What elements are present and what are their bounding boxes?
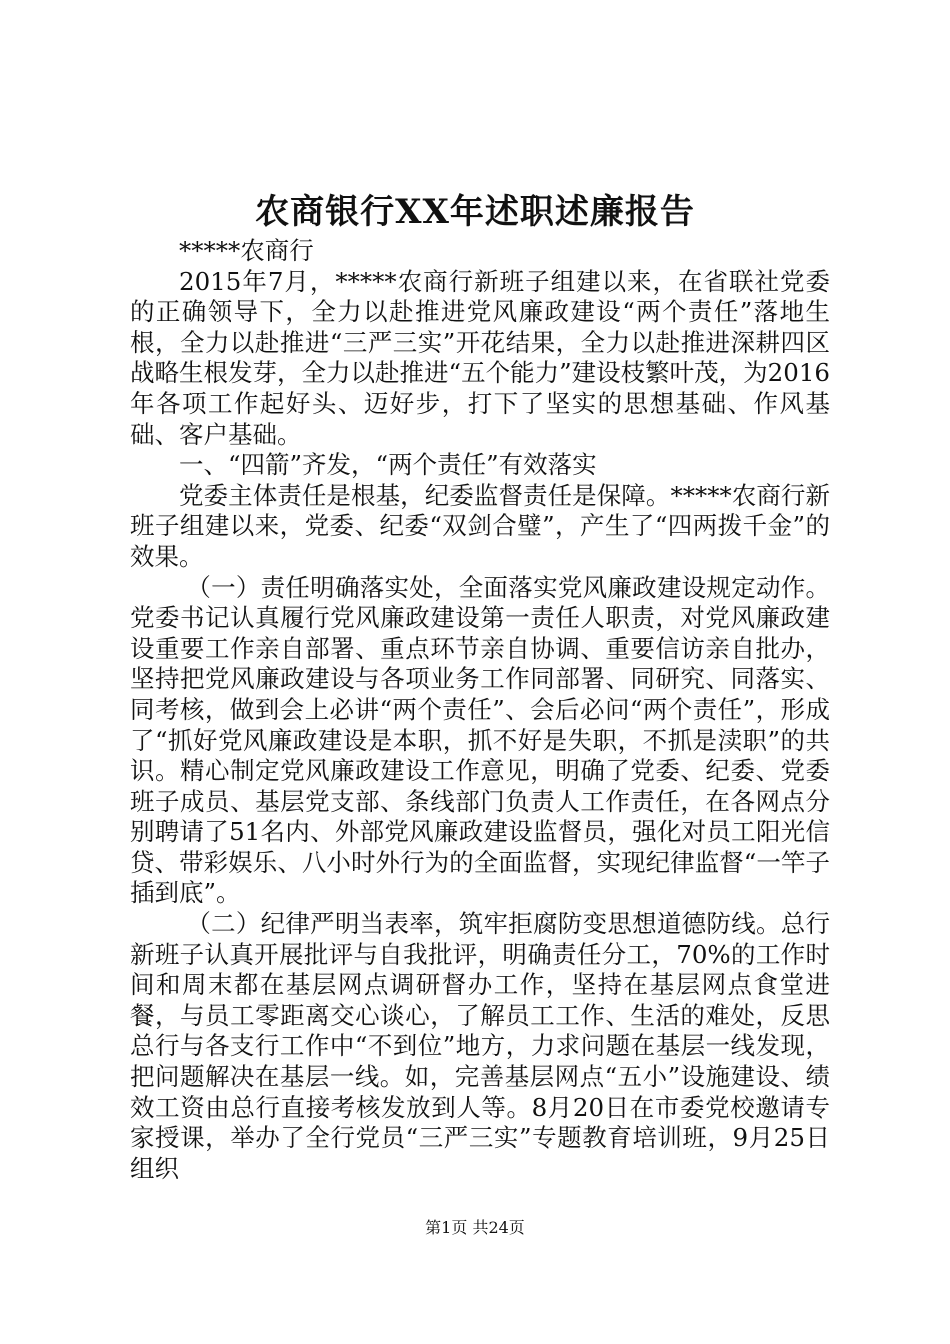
document-title: 农商银行XX年述职述廉报告	[255, 192, 695, 232]
page-number-footer: 第1页 共24页	[425, 1218, 525, 1237]
paragraph-subsection-1: （一）责任明确落实处，全面落实党风廉政建设规定动作。党委书记认真履行党风廉政建设第一责任人职责，对党风廉政建设重要工作亲自部署、重点环节亲自协调、重要信访亲自批办，坚持把党风廉政建设与各项业务工作同部署、同研究、同落实、同考核，做到会上必讲“两个责任”、会后必问“两个责任”，形成了“抓好党风廉政建设是本职，抓不好是失职，不抓是渎职”的共识。精心制定党风廉政建设工作意见，明确了党委、纪委、党委班子成员、基层党支部、条线部门负责人工作责任，在各网点分别聘请了51名内、外部党风廉政建设监督员，强化对员工阳光信贷、带彩娱乐、八小时外行为的全面监督，实现纪律监督“一竿子插到底”。	[130, 572, 830, 908]
document-body	[130, 236, 830, 1184]
author-line: *****农商行	[179, 236, 314, 265]
paragraph-subsection-2: （二）纪律严明当表率，筑牢拒腐防变思想道德防线。总行新班子认真开展批评与自我批评，明确责任分工，70%的工作时间和周末都在基层网点调研督办工作，坚持在基层网点食堂进餐，与员工零距离交心谈心，了解员工工作、生活的难处，反思总行与各支行工作中“不到位”地方，力求问题在基层一线发现，把问题解决在基层一线。如，完善基层网点“五小”设施建设、绩效工资由总行直接考核发放到人等。8月20日在市委党校邀请专家授课，举办了全行党员“三严三实”专题教育培训班，9月25日组织	[130, 909, 830, 1183]
paragraph-section-1-intro: 党委主体责任是根基，纪委监督责任是保障。*****农商行新班子组建以来，党委、纪委“双剑合璧”，产生了“四两拨千金”的效果。	[130, 480, 830, 571]
paragraph-intro: 2015年7月，*****农商行新班子组建以来，在省联社党委的正确领导下，全力以赴推进党风廉政建设“两个责任”落地生根，全力以赴推进“三严三实”开花结果，全力以赴推进深耕四区战略生根发芽，全力以赴推进“五个能力”建设枝繁叶茂，为2016年各项工作起好头、迈好步，打下了坚实的思想基础、作风基础、客户基础。	[130, 266, 830, 449]
section-heading-1: 一、“四箭”齐发，“两个责任”有效落实	[179, 450, 597, 480]
